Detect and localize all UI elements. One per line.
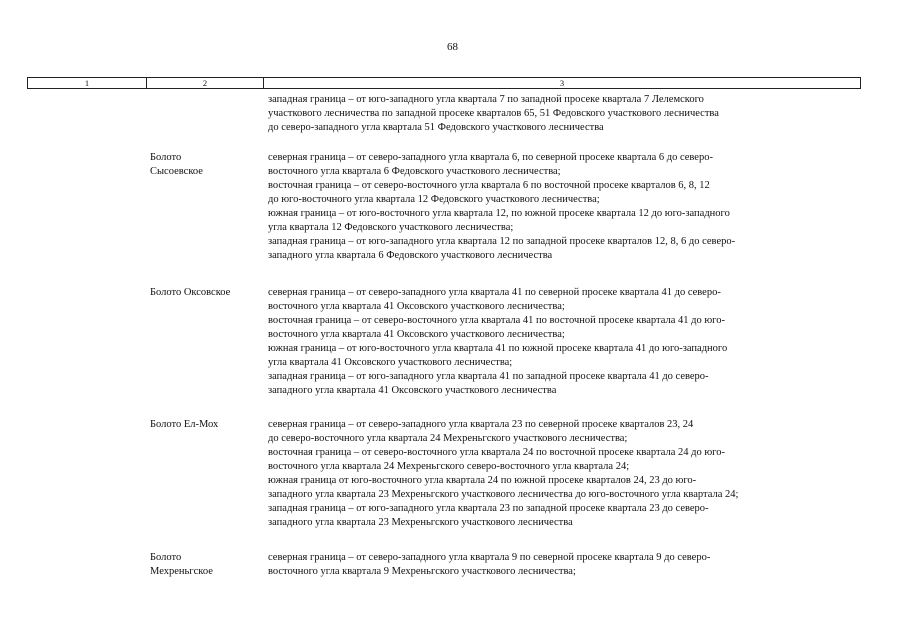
boundary-line: до северо-восточного угла квартала 24 Мехреньгского участкового лесничества;: [268, 433, 628, 444]
boundary-line: северная граница – от северо-западного угла квартала 9 по северной просеке квартала 9 до северо-: [268, 552, 711, 563]
boundary-line: восточного угла квартала 24 Мехреньгского северо-восточного угла квартала 24;: [268, 461, 630, 472]
boundary-line: угла квартала 41 Оксовского участкового лесничества;: [268, 357, 513, 368]
boundary-line: участкового лесничества по западной просеке кварталов 65, 51 Федовского участкового лесничества: [268, 108, 719, 119]
boundary-line: восточного угла квартала 6 Федовского участкового лесничества;: [268, 166, 561, 177]
boundary-line: северная граница – от северо-западного угла квартала 41 по северной просеке квартала 41 до северо-: [268, 287, 721, 298]
boundary-line: до северо-западного угла квартала 51 Федовского участкового лесничества: [268, 122, 604, 133]
swamp-name: Сысоевское: [150, 166, 203, 177]
column-header-1: 1: [28, 78, 147, 88]
boundary-line: северная граница – от северо-западного угла квартала 6, по северной просеке квартала 6 до северо-: [268, 152, 713, 163]
boundary-line: западная граница – от юго-западного угла квартала 41 по западной просеке квартала 41 до северо-: [268, 371, 709, 382]
column-header-3: 3: [559, 78, 565, 88]
boundary-line: восточного угла квартала 9 Мехреньгского участкового лесничества;: [268, 566, 576, 577]
boundary-line: западного угла квартала 23 Мехреньгского участкового лесничества до юго-восточного угла квартала 24;: [268, 489, 739, 500]
boundary-line: западная граница – от юго-западного угла квартала 7 по западной просеке квартала 7 Лелемского: [268, 94, 704, 105]
boundary-line: до юго-восточного угла квартала 12 Федовского участкового лесничества;: [268, 194, 600, 205]
boundary-line: восточная граница – от северо-восточного угла квартала 24 по восточной просеке квартала 24 до юго-: [268, 447, 725, 458]
swamp-name: Болото Ел-Мох: [150, 419, 219, 430]
boundary-line: восточная граница – от северо-восточного угла квартала 41 по восточной просеке квартала 41 до юго-: [268, 315, 725, 326]
boundary-line: южная граница – от юго-восточного угла квартала 41 по южной просеке квартала 41 до юго-западного: [268, 343, 728, 354]
boundary-line: западного угла квартала 6 Федовского участкового лесничества: [268, 250, 553, 261]
swamp-name: Болото: [150, 552, 182, 563]
boundary-line: западная граница – от юго-западного угла квартала 12 по западной просеке кварталов 12, 8, 6 до северо-: [268, 236, 736, 247]
column-header-2: 2: [147, 78, 264, 88]
page-number: 68: [447, 41, 458, 53]
column-header-row: [27, 77, 861, 89]
boundary-line: западная граница – от юго-западного угла квартала 23 по западной просеке квартала 23 до северо-: [268, 503, 709, 514]
boundary-line: угла квартала 12 Федовского участкового лесничества;: [268, 222, 514, 233]
boundary-line: восточного угла квартала 41 Оксовского участкового лесничества;: [268, 301, 565, 312]
swamp-name: Мехреньгское: [150, 566, 213, 577]
boundary-line: восточного угла квартала 41 Оксовского участкового лесничества;: [268, 329, 565, 340]
swamp-name: Болото Оксовское: [150, 287, 231, 298]
boundary-line: северная граница – от северо-западного угла квартала 23 по северной просеке кварталов 23, 24: [268, 419, 694, 430]
swamp-name: Болото: [150, 152, 182, 163]
boundary-line: южная граница – от юго-восточного угла квартала 12, по южной просеке квартала 12 до юго-западного: [268, 208, 730, 219]
boundary-line: южная граница от юго-восточного угла квартала 24 по южной просеке кварталов 24, 23 до юго-: [268, 475, 697, 486]
boundary-line: западного угла квартала 41 Оксовского участкового лесничества: [268, 385, 557, 396]
boundary-line: восточная граница – от северо-восточного угла квартала 6 по восточной просеке кварталов 6, 8, 12: [268, 180, 710, 191]
boundary-line: западного угла квартала 23 Мехреньгского участкового лесничества: [268, 517, 573, 528]
